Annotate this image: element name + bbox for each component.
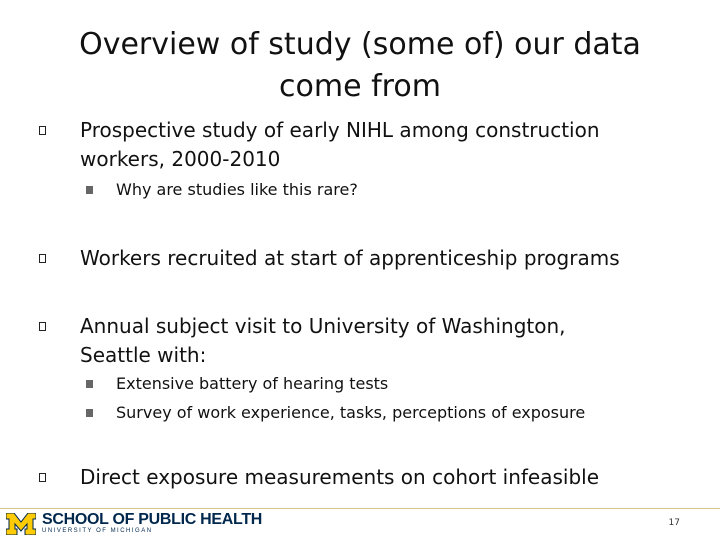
university-name-logo: UNIVERSITY OF MICHIGAN — [42, 528, 153, 534]
bullet-3-sub-2: Survey of work experience, tasks, perceptions of exposure — [116, 403, 586, 422]
block-m-logo-icon — [6, 513, 36, 535]
bullet-3-line-2: Seattle with: — [80, 343, 207, 367]
slide-title — [30, 24, 690, 108]
bullet-1-line-2: workers, 2000-2010 — [80, 147, 281, 171]
bullet-1-line-1: Prospective study of early NIHL among construction — [80, 118, 600, 142]
bullet-1-sub-1: Why are studies like this rare? — [116, 180, 358, 199]
page-number: 17 — [668, 518, 680, 528]
bullet-2-line-1: Workers recruited at start of apprenticeship programs — [80, 246, 620, 270]
title-line-2: come from — [279, 69, 441, 104]
hollow-square-bullet-icon — [39, 254, 46, 263]
filled-square-bullet-icon — [86, 380, 93, 388]
hollow-square-bullet-icon — [39, 322, 46, 331]
filled-square-bullet-icon — [86, 409, 93, 417]
school-name-logo: SCHOOL OF PUBLIC HEALTH — [42, 511, 263, 528]
bullet-3-line-1: Annual subject visit to University of Washington, — [80, 314, 566, 338]
slide-footer — [0, 508, 720, 540]
hollow-square-bullet-icon — [39, 473, 46, 482]
bullet-3-sub-1: Extensive battery of hearing tests — [116, 374, 389, 393]
footer-divider — [0, 508, 720, 509]
bullet-4-line-1: Direct exposure measurements on cohort infeasible — [80, 465, 600, 489]
hollow-square-bullet-icon — [39, 126, 46, 135]
filled-square-bullet-icon — [86, 186, 93, 194]
title-line-1: Overview of study (some of) our data — [79, 27, 641, 62]
